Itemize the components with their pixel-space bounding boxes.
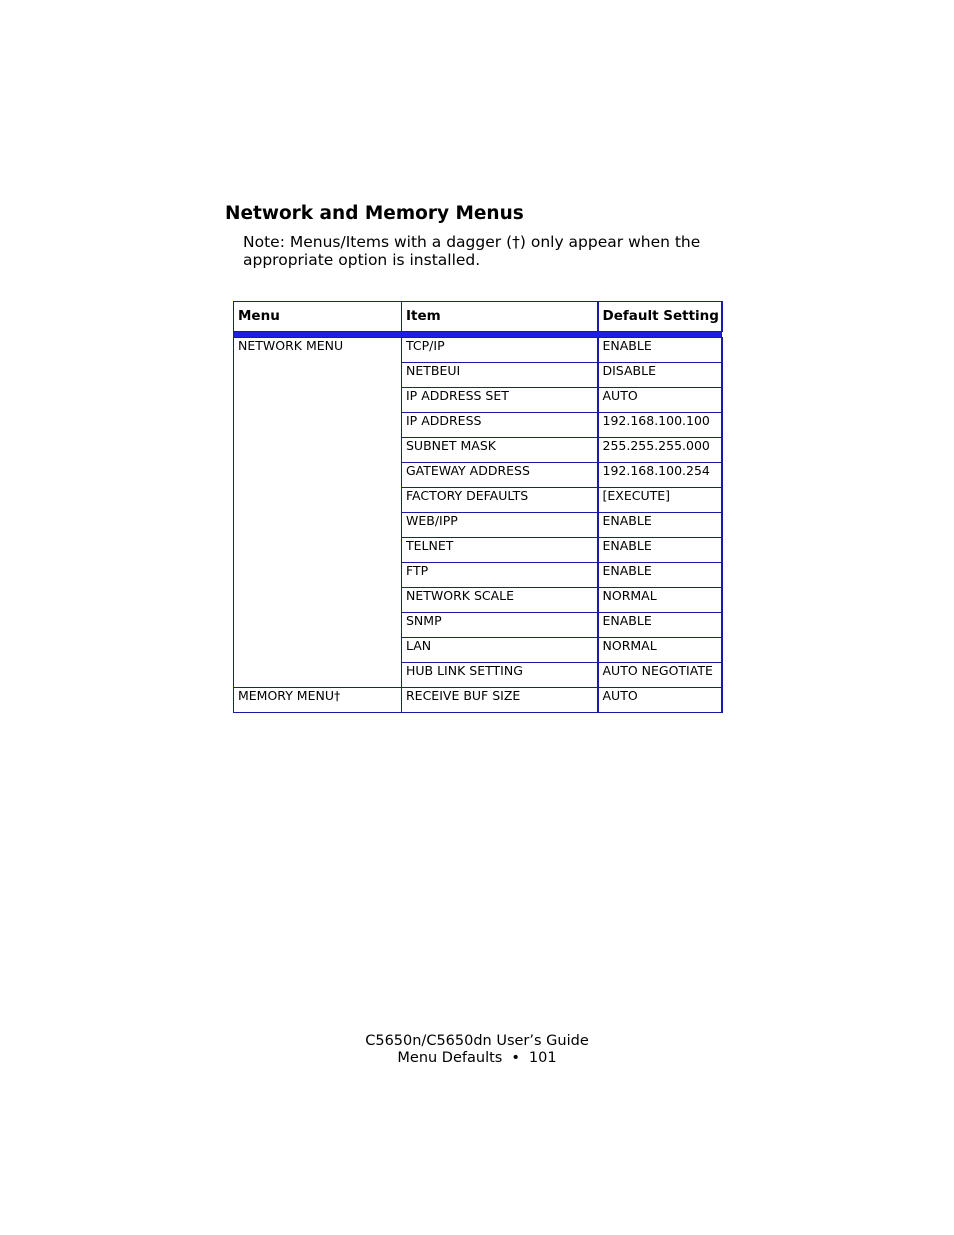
- item-cell: SUBNET MASK: [402, 438, 598, 463]
- default-setting-cell: 192.168.100.254: [598, 463, 722, 488]
- item-cell: NETBEUI: [402, 363, 598, 388]
- item-cell: FTP: [402, 563, 598, 588]
- menu-cell: NETWORK MENU: [234, 338, 402, 688]
- section-title: Network and Memory Menus: [225, 203, 524, 224]
- item-cell: IP ADDRESS SET: [402, 388, 598, 413]
- note-text: Note: Menus/Items with a dagger (†) only appear when the appropriate option is installed.: [243, 233, 701, 269]
- item-cell: LAN: [402, 638, 598, 663]
- default-setting-cell: AUTO: [598, 688, 722, 713]
- item-cell: TCP/IP: [402, 338, 598, 363]
- item-cell: RECEIVE BUF SIZE: [402, 688, 598, 713]
- default-setting-cell: ENABLE: [598, 513, 722, 538]
- item-cell: IP ADDRESS: [402, 413, 598, 438]
- table-row: [234, 688, 722, 713]
- item-cell: NETWORK SCALE: [402, 588, 598, 613]
- item-cell: SNMP: [402, 613, 598, 638]
- footer-section: Menu Defaults: [397, 1050, 503, 1066]
- menu-defaults-table: [233, 301, 723, 713]
- default-setting-cell: NORMAL: [598, 638, 722, 663]
- footer-page-info: [0, 1050, 954, 1066]
- header-item: Item: [402, 302, 598, 332]
- default-setting-cell: ENABLE: [598, 338, 722, 363]
- menu-defaults-table-wrap: [233, 301, 721, 713]
- table-header-row: [234, 302, 722, 332]
- default-setting-cell: 192.168.100.100: [598, 413, 722, 438]
- menu-cell: MEMORY MENU†: [234, 688, 402, 713]
- footer-page-number: 101: [528, 1050, 557, 1066]
- table-row: [234, 338, 722, 363]
- footer-bullet: •: [511, 1050, 520, 1066]
- header-default-setting: Default Setting: [598, 302, 722, 332]
- table-body: [234, 338, 722, 713]
- item-cell: GATEWAY ADDRESS: [402, 463, 598, 488]
- item-cell: FACTORY DEFAULTS: [402, 488, 598, 513]
- default-setting-cell: 255.255.255.000: [598, 438, 722, 463]
- item-cell: HUB LINK SETTING: [402, 663, 598, 688]
- default-setting-cell: AUTO NEGOTIATE: [598, 663, 722, 688]
- default-setting-cell: NORMAL: [598, 588, 722, 613]
- default-setting-cell: ENABLE: [598, 613, 722, 638]
- default-setting-cell: ENABLE: [598, 563, 722, 588]
- default-setting-cell: DISABLE: [598, 363, 722, 388]
- footer-guide-title: C5650n/C5650dn User’s Guide: [365, 1033, 589, 1049]
- item-cell: WEB/IPP: [402, 513, 598, 538]
- default-setting-cell: [EXECUTE]: [598, 488, 722, 513]
- default-setting-cell: ENABLE: [598, 538, 722, 563]
- default-setting-cell: AUTO: [598, 388, 722, 413]
- item-cell: TELNET: [402, 538, 598, 563]
- header-menu: Menu: [234, 302, 402, 332]
